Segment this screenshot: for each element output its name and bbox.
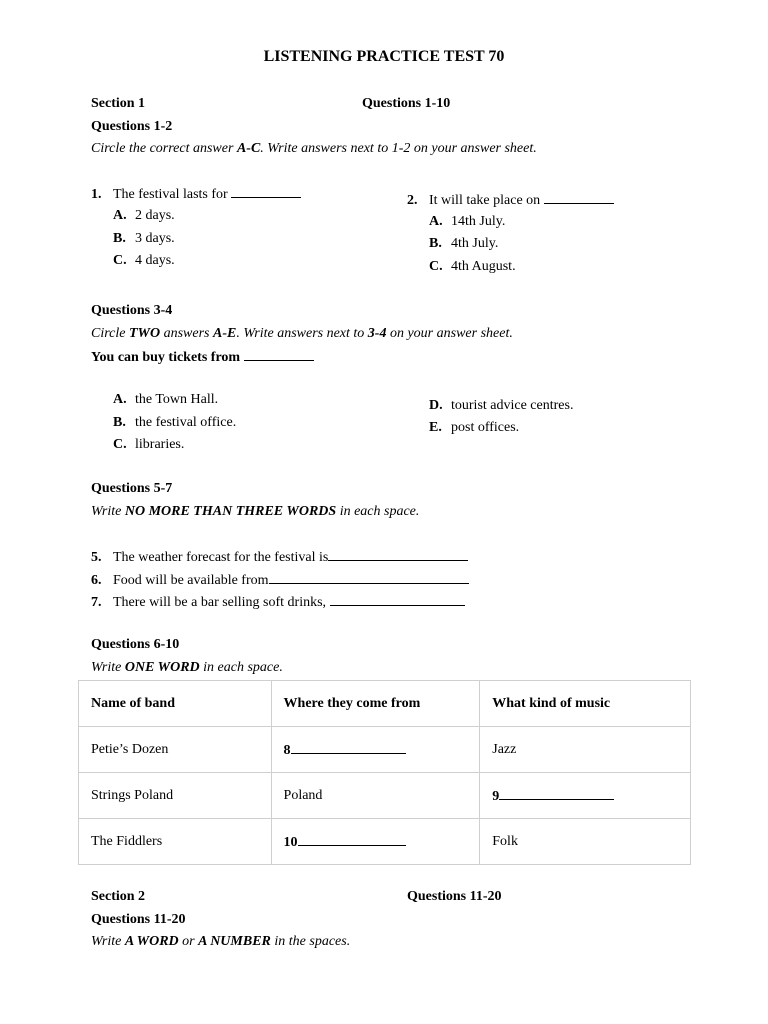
column-header: What kind of music bbox=[480, 681, 691, 727]
question-text: Food will be available from bbox=[113, 573, 269, 588]
question-1-option-a[interactable] bbox=[113, 208, 175, 224]
instruction-text: . Write answers next to bbox=[236, 326, 368, 341]
column-header: Where they come from bbox=[271, 681, 480, 727]
questions-5-7-heading: Questions 5-7 bbox=[91, 481, 173, 496]
option-letter: C. bbox=[113, 253, 127, 268]
instruction-text: Circle bbox=[91, 326, 129, 341]
question-number: 2. bbox=[407, 193, 418, 208]
bands-table bbox=[78, 680, 691, 865]
column-header: Name of band bbox=[79, 681, 272, 727]
answer-blank[interactable] bbox=[298, 833, 406, 846]
questions-1-2-instructions bbox=[91, 141, 537, 157]
option-letter: C. bbox=[113, 437, 127, 452]
questions-11-20-instructions bbox=[91, 934, 350, 950]
question-number: 6. bbox=[91, 573, 102, 588]
question-1 bbox=[91, 185, 301, 203]
question-number: 1. bbox=[91, 187, 102, 202]
question-3-4-option-c[interactable] bbox=[113, 437, 184, 453]
option-text: 4 days. bbox=[135, 253, 175, 268]
instruction-text: on your answer sheet. bbox=[386, 326, 513, 341]
option-text: 4th August. bbox=[451, 259, 516, 274]
question-3-4-option-b[interactable] bbox=[113, 415, 236, 431]
answer-blank[interactable] bbox=[499, 787, 614, 800]
instruction-text: Write bbox=[91, 934, 125, 949]
instruction-emphasis: ONE WORD bbox=[124, 660, 200, 675]
section-1-questions-range: Questions 1-10 bbox=[362, 96, 451, 111]
question-6 bbox=[91, 571, 469, 589]
instruction-emphasis: 3-4 bbox=[367, 326, 387, 341]
table-cell-answer[interactable] bbox=[271, 819, 480, 865]
question-5 bbox=[91, 548, 468, 566]
answer-blank[interactable] bbox=[330, 593, 465, 606]
instruction-emphasis: A-C bbox=[236, 141, 261, 156]
instruction-emphasis: A-E bbox=[213, 326, 237, 341]
option-letter: E. bbox=[429, 420, 442, 435]
option-text: libraries. bbox=[135, 437, 185, 452]
answer-blank[interactable] bbox=[291, 741, 406, 754]
instruction-text: . Write answers next to 1-2 on your answer sheet. bbox=[260, 141, 537, 156]
question-1-option-c[interactable] bbox=[113, 253, 175, 269]
instruction-text: Write bbox=[91, 504, 125, 519]
option-text: 3 days. bbox=[135, 231, 175, 246]
option-letter: B. bbox=[429, 236, 442, 251]
question-7 bbox=[91, 593, 465, 611]
question-text: There will be a bar selling soft drinks, bbox=[113, 595, 330, 610]
instruction-text: answers bbox=[160, 326, 214, 341]
option-letter: A. bbox=[113, 392, 127, 407]
section-2-questions-range: Questions 11-20 bbox=[407, 889, 502, 904]
table-header-row bbox=[79, 681, 691, 727]
question-number: 9 bbox=[492, 788, 500, 804]
instruction-text: Write bbox=[91, 660, 125, 675]
answer-blank[interactable] bbox=[269, 571, 469, 584]
section-1-label: Section 1 bbox=[91, 96, 146, 111]
questions-5-7-instructions bbox=[91, 504, 419, 520]
option-text: the Town Hall. bbox=[135, 392, 219, 407]
instruction-text: in each space. bbox=[199, 660, 283, 675]
instruction-text: or bbox=[178, 934, 199, 949]
table-cell: Strings Poland bbox=[79, 773, 272, 819]
option-letter: B. bbox=[113, 231, 126, 246]
instruction-emphasis: A WORD bbox=[124, 934, 179, 949]
questions-6-10-instructions bbox=[91, 660, 283, 676]
section-2-label: Section 2 bbox=[91, 889, 146, 904]
question-2-option-c[interactable] bbox=[429, 259, 516, 275]
instruction-text: Circle the correct answer bbox=[91, 141, 237, 156]
instruction-emphasis: NO MORE THAN THREE WORDS bbox=[124, 504, 337, 519]
option-letter: A. bbox=[429, 214, 443, 229]
questions-6-10-heading: Questions 6-10 bbox=[91, 637, 180, 652]
answer-blank[interactable] bbox=[244, 348, 314, 361]
question-2 bbox=[407, 191, 614, 209]
table-row bbox=[79, 727, 691, 773]
answer-blank[interactable] bbox=[231, 185, 301, 198]
question-number: 10 bbox=[283, 834, 298, 850]
question-number: 7. bbox=[91, 595, 102, 610]
instruction-emphasis: A NUMBER bbox=[198, 934, 271, 949]
instruction-emphasis: TWO bbox=[128, 326, 161, 341]
option-text: 2 days. bbox=[135, 208, 175, 223]
question-number: 5. bbox=[91, 550, 102, 565]
question-3-4-option-e[interactable] bbox=[429, 420, 519, 436]
answer-blank[interactable] bbox=[328, 548, 468, 561]
table-cell-answer[interactable] bbox=[480, 773, 691, 819]
option-text: tourist advice centres. bbox=[451, 398, 574, 413]
option-letter: A. bbox=[113, 208, 127, 223]
question-text: The weather forecast for the festival is bbox=[113, 550, 329, 565]
question-1-option-b[interactable] bbox=[113, 231, 175, 247]
option-text: the festival office. bbox=[135, 415, 237, 430]
instruction-text: in the spaces. bbox=[270, 934, 351, 949]
questions-11-20-heading: Questions 11-20 bbox=[91, 912, 186, 927]
table-cell: The Fiddlers bbox=[79, 819, 272, 865]
questions-1-2-heading: Questions 1-2 bbox=[91, 119, 173, 134]
question-text: It will take place on bbox=[429, 193, 544, 208]
table-cell: Jazz bbox=[480, 727, 691, 773]
answer-blank[interactable] bbox=[544, 191, 614, 204]
question-number: 8 bbox=[283, 742, 291, 758]
table-cell-answer[interactable] bbox=[271, 727, 480, 773]
prompt-text: You can buy tickets from bbox=[91, 350, 244, 365]
option-text: 14th July. bbox=[451, 214, 506, 229]
table-row bbox=[79, 819, 691, 865]
questions-3-4-heading: Questions 3-4 bbox=[91, 303, 173, 318]
table-row bbox=[79, 773, 691, 819]
question-2-option-b[interactable] bbox=[429, 236, 498, 252]
option-text: 4th July. bbox=[451, 236, 499, 251]
option-letter: B. bbox=[113, 415, 126, 430]
question-2-option-a[interactable] bbox=[429, 214, 505, 230]
question-text: The festival lasts for bbox=[113, 187, 232, 202]
option-text: post offices. bbox=[451, 420, 520, 435]
table-cell: Folk bbox=[480, 819, 691, 865]
table-cell: Petie’s Dozen bbox=[79, 727, 272, 773]
question-3-4-option-d[interactable] bbox=[429, 398, 573, 414]
table-cell: Poland bbox=[271, 773, 480, 819]
option-letter: C. bbox=[429, 259, 443, 274]
questions-3-4-instructions bbox=[91, 326, 513, 342]
question-3-4-option-a[interactable] bbox=[113, 392, 218, 408]
page-title: LISTENING PRACTICE TEST 70 bbox=[263, 48, 505, 65]
option-letter: D. bbox=[429, 398, 443, 413]
questions-3-4-prompt bbox=[91, 348, 314, 366]
instruction-text: in each space. bbox=[336, 504, 420, 519]
